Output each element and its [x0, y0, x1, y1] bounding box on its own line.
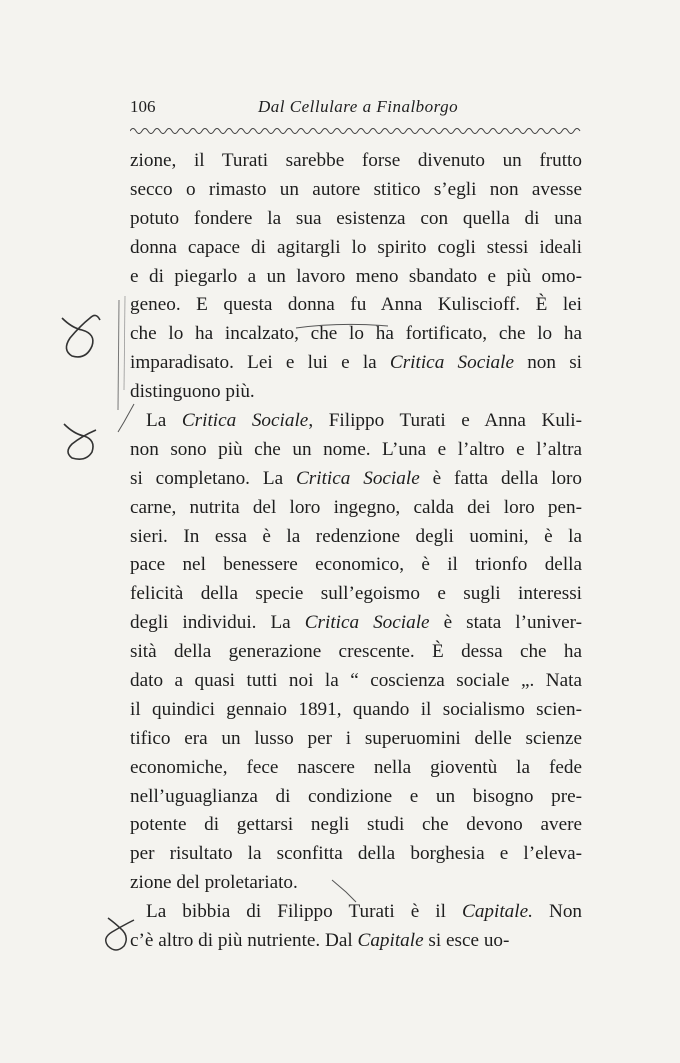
text-line: potente di gettarsi negli studi che devono avere [130, 814, 582, 836]
margin-mark-1 [62, 315, 100, 356]
text-line: nell’uguaglianza di condizione e un bisogno pre- [130, 785, 582, 807]
text-run: Non [532, 901, 583, 923]
body-text [130, 147, 582, 956]
text-run: La [146, 410, 182, 432]
text-line [130, 927, 582, 956]
text-line: che lo ha incalzato, che lo ha fortificato, che lo ha [130, 323, 582, 345]
text-line: distinguono più. [130, 381, 255, 403]
text-line: felicità della specie sull’egoismo e sugli interessi [130, 583, 582, 605]
text-line: il quindici gennaio 1891, quando il socialismo scien- [130, 698, 582, 720]
text-run: è stata l’univer- [429, 612, 583, 634]
text-run: si esce uo- [423, 930, 510, 952]
text-run: imparadisato. Lei e lui e la [130, 352, 390, 374]
text-line [130, 898, 582, 927]
text-line: economiche, fece nascere nella gioventù la fede [130, 756, 582, 778]
running-head [130, 97, 580, 123]
text-line: dato a quasi tutti noi la “ coscienza sociale „. Nata [130, 670, 582, 692]
text-line: zione del proletariato. [130, 872, 298, 894]
text-line: potuto fondere la sua esistenza con quella di una [130, 207, 582, 229]
running-title: Dal Cellulare a Finalborgo [258, 97, 459, 116]
text-line [130, 465, 582, 494]
text-line: non sono più che un nome. L’una e l’altro e l’altra [130, 438, 582, 460]
italic-title: Critica Sociale [181, 410, 309, 432]
text-line [130, 407, 582, 436]
text-line: secco o rimasto un autore stitico s’egli non avesse [130, 178, 582, 200]
text-run: La bibbia di Filippo Turati è il [146, 901, 463, 923]
text-run: , Filippo Turati e Anna Kuli- [308, 410, 583, 432]
margin-line-2 [124, 296, 125, 390]
text-line: sità della generazione crescente. È dessa che ha [130, 641, 582, 663]
wavy-rule-ornament [130, 124, 585, 138]
text-line: carne, nutrita del loro ingegno, calda dei loro pen- [130, 496, 582, 518]
text-run: c’è altro di più nutriente. Dal [130, 930, 358, 952]
text-line: tifico era un lusso per i superuomini delle scienze [130, 727, 582, 749]
text-line [130, 609, 582, 638]
text-line: geneo. E questa donna fu Anna Kuliscioff. È lei [130, 294, 582, 316]
text-run: degli individui. La [130, 612, 305, 634]
italic-title: Critica Sociale [389, 352, 514, 374]
text-line: pace nel benessere economico, è il trionfo della [130, 554, 582, 576]
text-line [130, 349, 582, 378]
margin-line-1 [118, 300, 119, 410]
text-line: zione, il Turati sarebbe forse divenuto un frutto [130, 150, 582, 171]
italic-title: Capitale [357, 930, 424, 952]
text-run: è fatta della loro [419, 467, 583, 489]
text-line: donna capace di agitargli lo spirito cogli stessi ideali [130, 236, 582, 258]
italic-title: Critica Sociale [295, 467, 420, 489]
page-number: 106 [130, 97, 156, 116]
italic-title: Capitale. [462, 901, 533, 923]
text-line: sieri. In essa è la redenzione degli uomini, è la [130, 525, 582, 547]
text-run: si completano. La [130, 467, 296, 489]
text-run: non si [513, 352, 582, 374]
italic-title: Critica Sociale [304, 612, 430, 634]
text-line: e di piegarlo a un lavoro meno sbandato e più omo- [130, 265, 582, 287]
margin-mark-2 [64, 424, 96, 459]
text-line: per risultato la sconfitta della borghesia e l’eleva- [130, 843, 582, 865]
